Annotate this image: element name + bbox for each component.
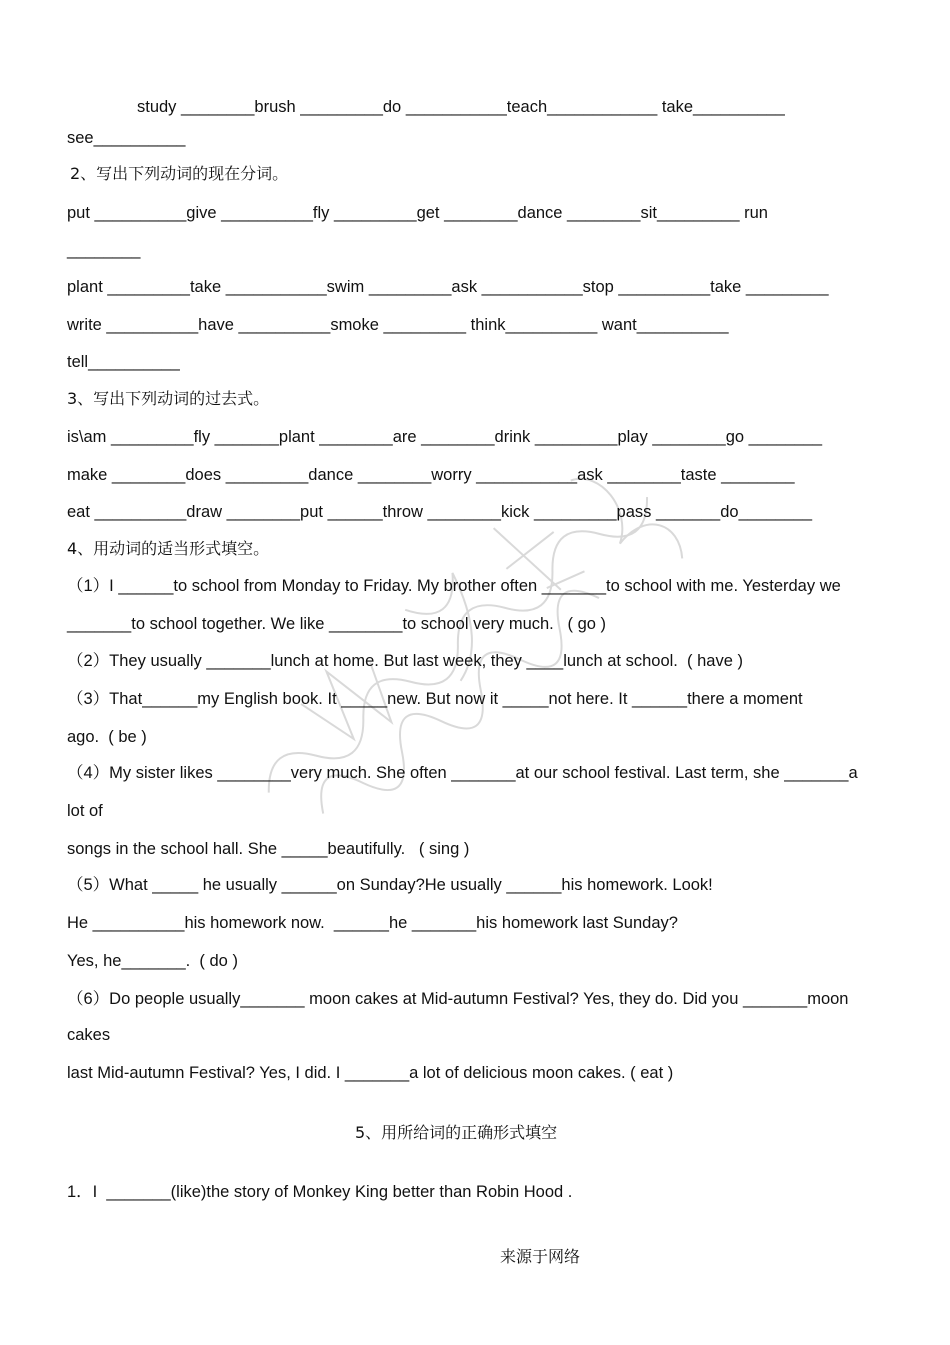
exercise-line: ago. ( be ): [67, 728, 147, 746]
verb-list-line: is\am _________fly _______plant ________are ________drink _________play ________go ________: [67, 428, 823, 446]
exercise-line: 1．I _______(like)the story of Monkey King better than Robin Hood .: [67, 1183, 573, 1201]
exercise-line: lot of: [67, 802, 103, 820]
exercise-line: He __________his homework now. ______he _______his homework last Sunday?: [67, 914, 678, 932]
section-5-heading: 5、用所给词的正确形式填空: [355, 1123, 558, 1142]
page-footer-source: 来源于网络: [500, 1247, 581, 1266]
exercise-line: _______to school together. We like ________to school very much. ( go ): [67, 615, 607, 633]
exercise-line: （4）My sister likes ________very much. She often _______at our school festival. Last term, she _______a: [67, 764, 858, 782]
section-4-heading: 4、用动词的适当形式填空。: [67, 539, 270, 558]
exercise-line: last Mid-autumn Festival? Yes, I did. I _______a lot of delicious moon cakes. ( eat ): [67, 1064, 674, 1082]
verb-list-line: eat __________draw ________put ______throw ________kick _________pass _______do________: [67, 503, 812, 521]
exercise-line: cakes: [67, 1026, 111, 1044]
section-2-heading: 2、写出下列动词的现在分词。: [70, 164, 289, 183]
exercise-line: songs in the school hall. She _____beautifully. ( sing ): [67, 840, 470, 858]
verb-list-line: put __________give __________fly _________get ________dance ________sit_________ run: [67, 204, 768, 222]
verb-list-line: plant _________take ___________swim _________ask ___________stop __________take _________: [67, 278, 829, 296]
section-3-heading: 3、写出下列动词的过去式。: [67, 389, 270, 408]
verb-list-line: write __________have __________smoke _________ think__________ want__________: [67, 316, 729, 334]
exercise-line: （2）They usually _______lunch at home. But last week, they ____lunch at school. ( have ): [67, 652, 743, 670]
verb-list-line: make ________does _________dance ________worry ___________ask ________taste ________: [67, 466, 795, 484]
verb-list-line: see__________: [67, 129, 186, 147]
verb-list-line: ________: [67, 241, 141, 259]
exercise-line: （6）Do people usually_______ moon cakes at Mid-autumn Festival? Yes, they do. Did you _______moon: [67, 990, 849, 1008]
exercise-line: （3）That______my English book. It _____new. But now it _____not here. It ______there a moment: [67, 690, 803, 708]
verb-list-line: tell__________: [67, 353, 180, 371]
exercise-line: Yes, he_______. ( do ): [67, 952, 238, 970]
exercise-line: （1）I ______to school from Monday to Friday. My brother often _______to school with me. Yesterday we: [67, 577, 841, 595]
verb-list-line: study ________brush _________do ___________teach____________ take__________: [137, 98, 785, 116]
exercise-line: （5）What _____ he usually ______on Sunday?He usually ______his homework. Look!: [67, 876, 713, 894]
